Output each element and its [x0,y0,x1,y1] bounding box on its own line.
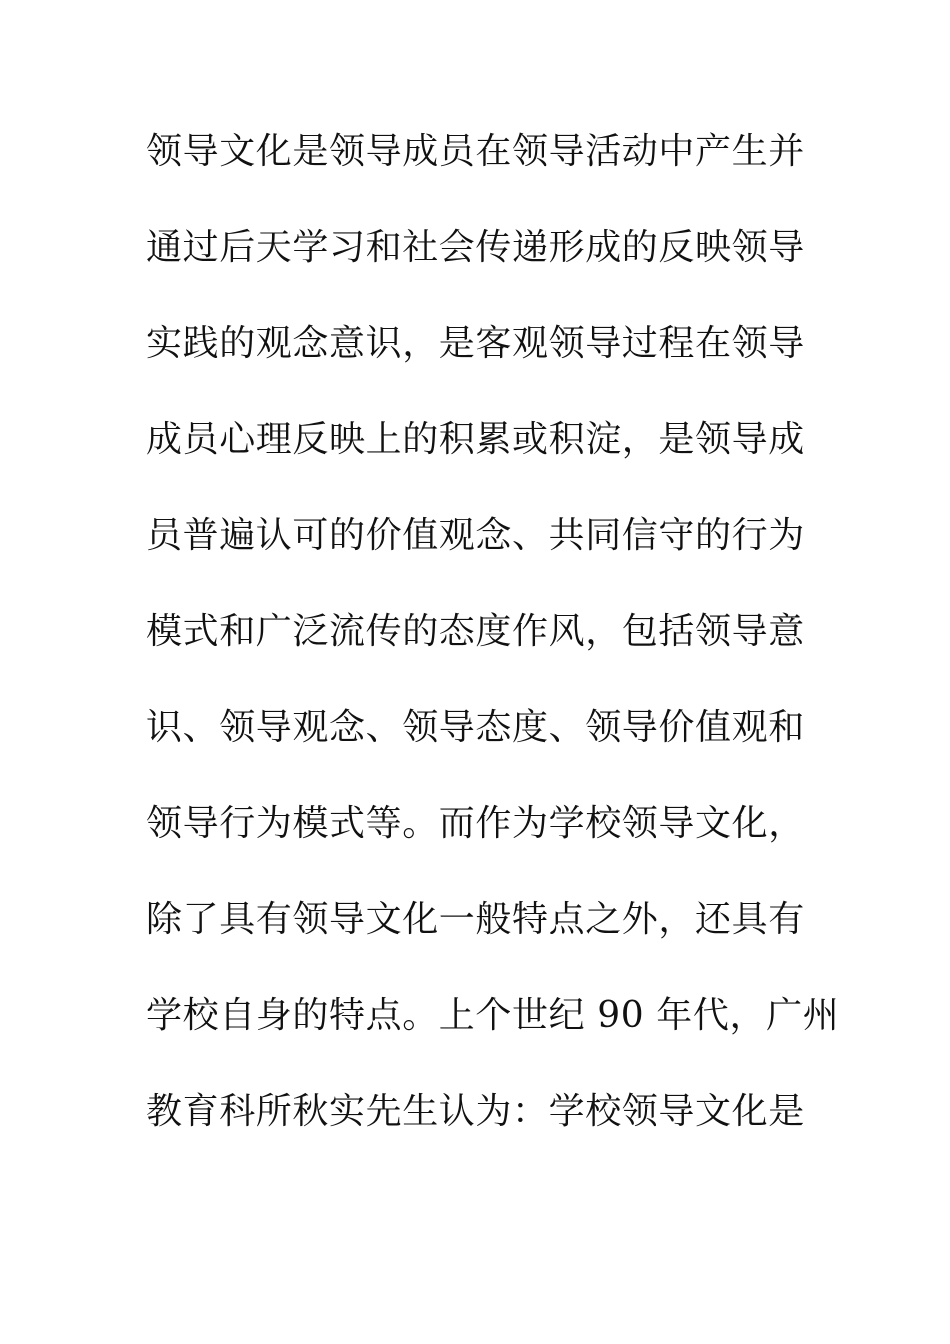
text-line: 成员心理反映上的积累或积淀，是领导成 [146,419,805,460]
text-line: 模式和广泛流传的态度作风，包括领导意 [146,611,805,652]
text-line: 学校自身的特点。上个世纪 90 年代，广州 [146,995,840,1036]
body-paragraph [146,120,840,1176]
text-line: 领导文化是领导成员在领导活动中产生并 [146,131,805,172]
text-line: 识、领导观念、领导态度、领导价值观和 [146,707,805,748]
text-line: 领导行为模式等。而作为学校领导文化， [146,803,805,844]
text-line: 通过后天学习和社会传递形成的反映领导 [146,227,805,268]
text-line: 员普遍认可的价值观念、共同信守的行为 [146,515,805,556]
text-line: 实践的观念意识，是客观领导过程在领导 [146,323,805,364]
text-line: 除了具有领导文化一般特点之外，还具有 [146,899,805,940]
text-line: 教育科所秋实先生认为：学校领导文化是 [146,1091,805,1132]
